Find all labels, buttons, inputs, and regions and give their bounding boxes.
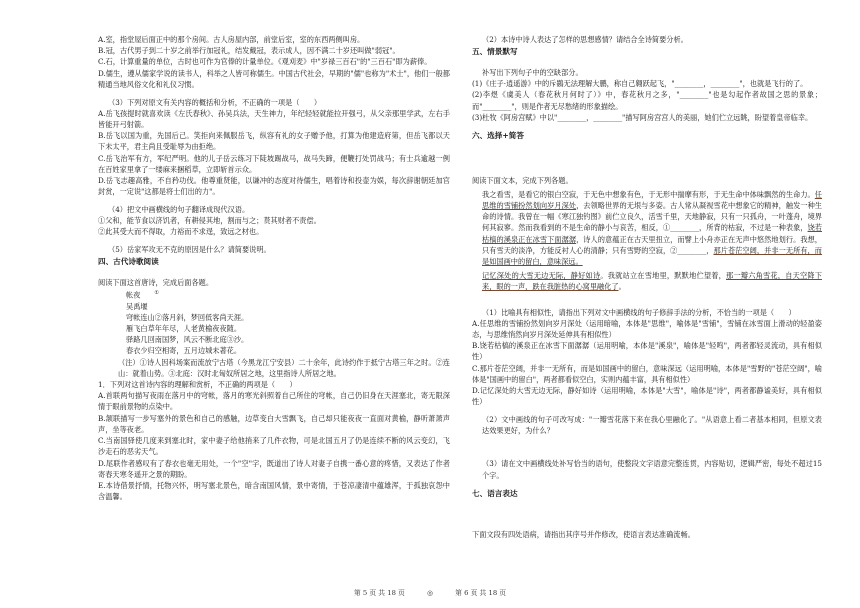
reading-intro: 阅读下面文本，完成下列各题。: [472, 175, 573, 185]
poem-intro: 阅读下面这首唐诗，完成后面各题。: [98, 277, 214, 287]
option-c: C.石，计算重量的单位，古时也可作为官俸的计量单位。《观刈麦》中"岁禄三百石"的"三百石"即为薪俸。: [98, 57, 432, 67]
section-7-heading: 七、语言表达: [472, 489, 518, 499]
passage-p2-a: 。我就站立在雪地里，默默地伫望着，: [600, 271, 727, 281]
section-4-heading: 四、古代诗歌阅读: [98, 257, 159, 267]
q3-option-d: D.岳飞志趣高雅，不自矜功伐。他尊重贤能，以谦冲的态度对待儒生，唱着诗和投壶为娱，每次辞谢朝廷加官封赏，一定说"这都是将士们出的力"。: [98, 175, 450, 197]
question-5: （5）岳家军攻无不克的原因是什么？请简要说明。: [108, 244, 271, 254]
poem-author: 吴禹堰: [126, 301, 148, 311]
section-5-heading: 五、情景默写: [472, 47, 518, 57]
fill-item-1: (1)《庄子·逍遥游》中的斥鷃无法理解大鹏，称自己翱跃起飞，"________，________"，也就是飞行的了。: [472, 79, 808, 89]
q4-sentence-2: ②此其受大而不得取，力裕而不求逞，致远之材也。: [98, 227, 264, 237]
poem-line-2: 雁飞白草年年尽，人老黄榆夜夜随。: [126, 324, 242, 334]
passage-p1-underline-3: 那片苍茫空阔，并非一无所有，而是如国画中的留白，意味深远。: [482, 245, 822, 267]
question-4: （4）把文中画横线的句子翻译成现代汉语。: [108, 204, 250, 214]
q1-option-d: D.尾联作者感叹有了春衣也毫无用处，一个"空"字，既道出了诗人对妻子自携一番心意的疼惜，又表达了作者寄春天寒冬遥开之景的期盼。: [98, 458, 450, 479]
poem-notes: （注）①诗人因科场案而流放宁古塔（今黑龙江宁安县）二十余年，此诗约作于抵宁古塔三年之时。②连山：就着山势。③北庭：汉时北匈奴所居之地，这里指诗人所居之地。: [118, 357, 450, 378]
passage-p1-underline-1: 任思维的雪铺扮然划向岁月深处: [482, 189, 822, 211]
passage-paragraph-1: [472, 189, 822, 267]
poem-line-1: 穹帐连山②落月斜，梦回低客尚天涯。: [126, 312, 249, 322]
right-column: [472, 34, 822, 540]
passage-p1-a: 我之看雪，是看它的银白空寂，于无色中想象有色，于无形中揣摩有形，于无生命中体味飘然的生命力。: [482, 189, 815, 199]
choice-question-3: （3）请在文中画横线处补写恰当的语句，使整段文字语意完整连贯，内容贴切，逻辑严密，每处不超过15个字。: [482, 459, 822, 480]
passage-p1-underline-2: 饶若枯槁的溪泉正在冰雪下面潺潺: [482, 223, 822, 244]
choice-question-2: （2）文中画线的句子可改写成："一瓣雪花落下来在我心里融化了。"从语意上看二者基本相同，但原文表达效果更好，为什么？: [482, 414, 822, 436]
left-page-number: 第 5 页 共 18 页: [353, 589, 405, 597]
fill-intro: 补写出下列句子中的空缺部分。: [482, 67, 583, 77]
passage-p1-b: ，去领略世界的无垠与多姿。古人常从凝视雪花中想象它的精神，触发一种生命的诗情。我曾在一幅《寒江独钓图》前伫立良久，活雪千里，天地静寂，只有一只孤舟，一叶蓬舟，境界何其寂寥。然而我看到的不是生命的静小与哀苦，相反，①________，所背的枯寂，不过是一种表象，: [482, 201, 822, 233]
q1-option-c: C.当南国驿使几度来到塞北时，家中妻子给他捎来了几件衣物，可是北国五月了仍是连续不断的风云变幻，飞沙走石的恶劣天气。: [98, 436, 450, 457]
footer-separator: ◎: [427, 589, 433, 597]
q4-sentence-1: ①父和，能节食以济饥者，有耕侵其地，割而与之；贳其财者不责偿。: [98, 216, 321, 226]
option-d: D.儒生，遵从儒家学说的读书人，科举之人皆可称儒生。中国古代社会，早期的"儒"也称为"术士"，他们一般都精通当地风俗文化和礼仪习惯。: [98, 68, 450, 89]
page-footer: [0, 587, 860, 597]
c1-option-c: C.那片苍茫空阔，并非一无所有，而是如国画中的留白，意味深远（运用明喻，本体是"雪野的"苍茫空阔"，喻体是"国画中的留白"，两者都看似空白，实则内蕴丰富，具有相似性）: [472, 363, 822, 384]
poem-title-line: [98, 288, 450, 301]
q3-option-b: B.岳飞以国为重，先国后己。笑拒向来佩服岳飞，纵容有礼的女子赠予他，打算为他建造府第，但岳飞都以天下未太平，君主尚且受耻辱为由拒绝。: [98, 131, 450, 152]
poem-note-mark: ①: [154, 290, 159, 297]
passage-p2-underline-2: 那一瓣六角雪花，自天空降下来，眼的一声，跌在我脏热的心窝里融化了: [482, 271, 822, 292]
q1-option-b: B.颔联描写一步写塞外的景色和自己的感触，边草变白大雪飘飞，自己却只能夜夜一直面对黄榆，静听萧萧声声，坐等夜老。: [98, 413, 450, 434]
question-1: 1．下列对这首诗内容的理解和赏析，不正确的两项是（ ）: [98, 380, 297, 390]
choice-question-1: （1）比喻具有相似性，请指出下列对文中画横线的句子修辞手法的分析，不恰当的一项是（ ）: [482, 307, 796, 317]
passage-p2-underline-1: 记忆深处的大雪无边无际，静好如诗: [482, 271, 601, 281]
poem-line-4: 春衣少归空相寄，五月边城未著花。: [126, 346, 242, 356]
language-intro: 下面文段有四处语病，请指出其序号并作修改，使语言表达准确流畅。: [472, 529, 695, 539]
option-b: B.冠，古代男子到二十岁之前举行加冠礼，结发戴冠，表示成人，因不满二十岁还叫做"弱冠"。: [98, 46, 400, 56]
section-6-heading: 六、选择+简答: [472, 131, 524, 141]
q1-option-a: A.首联两句描写夜雨在落月中的穹帐，落月的寒光斜照着自己所住的穹帐，自己仍旧身在天涯塞北，寄无限深情于眼前景物的点染中。: [98, 391, 450, 412]
fill-item-3: (3)杜牧《阿房宫赋》中以"________，________"描写阿房宫宫人的美丽，她们伫立远眺，盼望着皇帝临幸。: [472, 112, 813, 122]
passage-paragraph-2: [472, 270, 822, 292]
c1-option-a: A.任思维的雪铺扮然划向岁月深处（运用暗喻，本体是"思维"，喻体是"雪铺"，雪铺在冰雪面上滑动的轻盈姿态，与思维悄然向岁月深处延伸具有相似性）: [472, 318, 822, 340]
q1-option-e: E.本诗借景抒情，托物兴怀，明写塞北景色，暗含南国风情，景中寄情，于苍凉凄清中蕴雄浑，于孤独哀怨中含温馨。: [98, 480, 450, 502]
passage-p2-b: 。: [618, 282, 626, 292]
q3-option-c: C.岳飞治军有方，军纪严明。他的儿子岳云练习下陡坡踢战马，战马失蹄，便鞭打处罚战马；有士兵逾越一例在百姓家里拿了一缕麻来捆稻草，立即斩首示众。: [98, 153, 450, 174]
left-column: [98, 34, 450, 502]
poem-line-3: 驿路几回南国梦，风云不断北庭③沙。: [126, 335, 249, 345]
c1-option-b: B.饶若枯槁的溪泉正在冰雪下面潺潺（运用明喻，本体是"溪泉"，喻体是"轻鸣"，两者都轻灵流动，具有相似性）: [472, 341, 822, 362]
c1-option-d: D.记忆深处的大雪无边无际，静好如诗（运用明喻，本体是"大雪"，喻体是"诗"，两者都静谧美好，具有相似性）: [472, 386, 822, 407]
question-2: （2）本诗中诗人表达了怎样的思想感情？请结合全诗简要分析。: [482, 35, 688, 44]
question-3: （3）下列对原文有关内容的概括和分析，不正确的一项是（ ）: [108, 97, 322, 107]
right-page-number: 第 6 页 共 18 页: [455, 589, 507, 597]
q3-option-a: A.岳飞孩提时就喜欢读《左氏春秋》、孙吴兵法，天生神力，年纪轻轻就能拉开强弓，从父亲那里学武，左右手皆能开弓射箭。: [98, 108, 450, 129]
passage-p1-c: ，诗人的意蕴正在古天里扭立，而譬上小舟亦正在无声中悠然地划行。我想，只有雪天的淡净，方能反衬人心的清静；只有雪野的空寂，②________，: [482, 234, 822, 255]
poem-title: 帐夜: [126, 290, 141, 300]
option-a: A.室，指堂屋后面正中的那个房间。古人房屋内部，前堂后室，室的东西两侧叫房。: [98, 35, 365, 44]
fill-item-2: (2)李煜《虞美人（春花秋月何时了）》中，春花秋月之多，"________"也是勾起作者故国之思的景象；而"________"，则是作者无尽愁绪的形象描绘。: [472, 90, 822, 111]
